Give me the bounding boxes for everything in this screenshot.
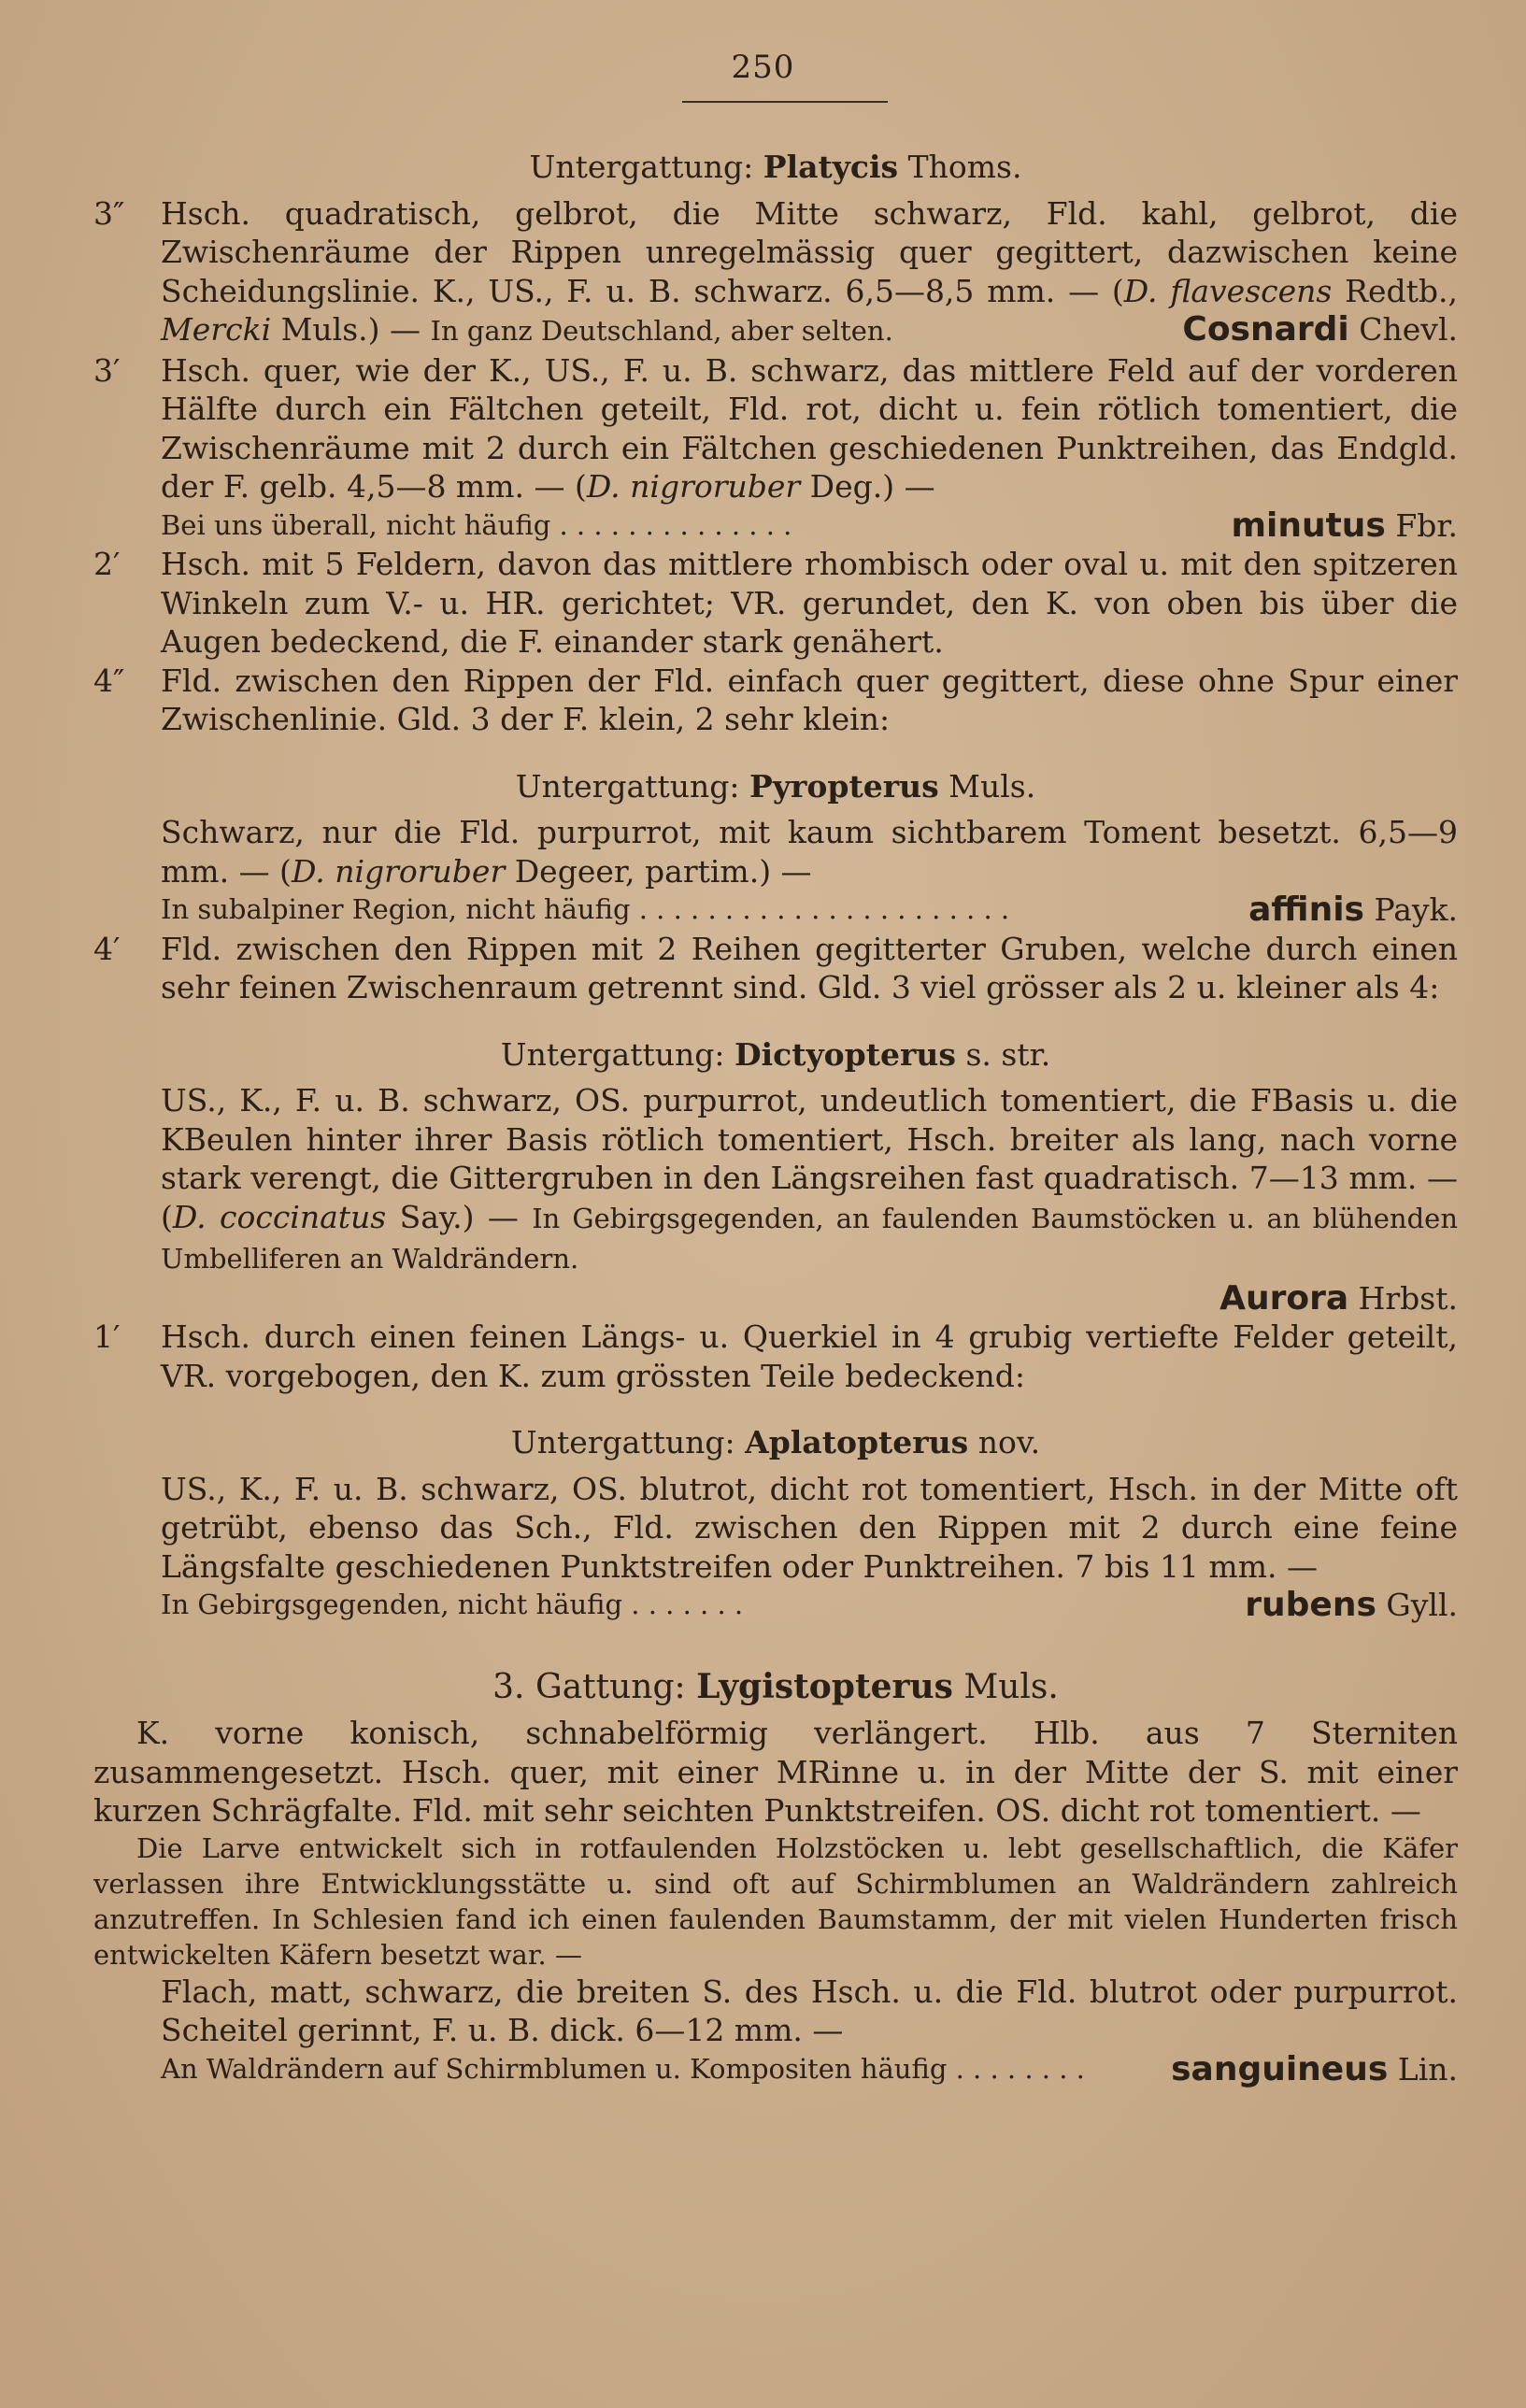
key-number: 2′ [93, 546, 121, 582]
species-name: sanguineus [1171, 2049, 1389, 2088]
genus-heading: 3. Gattung: Lygistopterus Muls. [492, 1666, 1059, 1706]
species-name: Aurora [1219, 1278, 1349, 1318]
key-number: 3″ [93, 194, 125, 232]
key-number: 3′ [93, 351, 121, 389]
key-entry: 3′ Hsch. quer, wie der K., US., F. u. B. schwarz, das mittlere Feld auf der vorderen Hälfte durch ein Fältchen geteilt, Fld. rot, dicht u. fein rötlich tomentiert, die Zwischenräume mit 2 durch ein Fältchen geschiedenen Punktreihen, das Endgld. der F. gelb. 4,5—8 mm. — (D. nigroruber Deg.) — Bei uns überall, nicht häufig . . . . . . . . . . . . . . minutus Fbr. [93, 351, 1458, 545]
species-description: US., K., F. u. B. schwarz, OS. purpurrot, undeutlich tomentiert, die FBasis u. die KBeulen hinter ihrer Basis rötlich tomentiert, Hsch. breiter als lang, nach vorne stark verengt, die Gittergruben in den Längsreihen fast quadratisch. 7—13 mm. — (D. coccinatus Say.) — In Gebirgsgegenden, an faulenden Baumstöcken u. an blühenden Umbelliferen an Waldrändern. Aurora Hrbst. [161, 1082, 1459, 1318]
key-entry: 1′ Hsch. durch einen feinen Längs- u. Querkiel in 4 grubig vertiefte Felder geteilt, VR. vorgebogen, den K. zum grössten Teile bedeckend: [93, 1318, 1458, 1394]
subgenus-heading-dictyopterus: Untergattung: Dictyopterus s. str. [500, 1035, 1051, 1073]
larva-note: Die Larve entwickelt sich in rotfaulenden Holzstöcken u. lebt gesellschaftlich, die Käfer verlassen ihre Entwicklungsstätte u. sind oft auf Schirmblumen an Waldrändern zahlreich anzutreffen. In Schlesien fand ich einen faulenden Baumstamm, der mit vielen Hunderten frisch entwickelten Käfern besetzt war. — [93, 1831, 1458, 1971]
subgenus-heading-platycis: Untergattung: Platycis Thoms. [529, 149, 1022, 185]
body-text [93, 140, 1458, 2088]
key-entry: 4″ Fld. zwischen den Rippen der Fld. einfach quer gegittert, diese ohne Spur einer Zwischenlinie. Gld. 3 der F. klein, 2 sehr klein: [93, 662, 1458, 737]
page-number: 250 [731, 49, 795, 86]
subgenus-name: Pyropterus [749, 767, 939, 805]
subgenus-name: Dictyopterus [734, 1035, 956, 1073]
key-entry: 3″ Hsch. quadratisch, gelbrot, die Mitte schwarz, Fld. kahl, gelbrot, die Zwischenräume der Rippen unregelmässig quer gegittert, dazwischen keine Scheidungslinie. K., US., F. u. B. schwarz. 6,5—8,5 mm. — (D. flavescens Redtb., Mercki Muls.) — In ganz Deutschland, aber selten. Cosnardi Chevl. [93, 194, 1458, 349]
genus-description: K. vorne konisch, schnabelförmig verlängert. Hlb. aus 7 Sterniten zusammengesetzt. Hsch. quer, mit einer MRinne u. in der Mitte der S. mit einer kurzen Schrägfalte. Fld. mit sehr seichten Punktstreifen. OS. dicht rot tomentiert. — [93, 1715, 1458, 1829]
species-name: affinis [1248, 891, 1364, 929]
key-number: 4′ [93, 930, 121, 967]
page-number-rule [682, 101, 888, 103]
subgenus-heading-aplatopterus: Untergattung: Aplatopterus nov. [510, 1424, 1041, 1460]
key-entry: 2′ Hsch. mit 5 Feldern, davon das mittlere rhombisch oder oval u. mit den spitzeren Winkeln zum V.- u. HR. gerichtet; VR. gerundet, den K. von oben bis über die Augen bedeckend, die F. einander stark genähert. [93, 546, 1458, 660]
subgenus-name: Platycis [763, 149, 899, 185]
species-name: minutus [1231, 506, 1386, 545]
species-name: rubens [1245, 1586, 1376, 1624]
genus-name: Lygistopterus [696, 1666, 953, 1706]
species-description: US., K., F. u. B. schwarz, OS. blutrot, dicht rot tomentiert, Hsch. in der Mitte oft getrübt, ebenso das Sch., Fld. zwischen den Rippen mit 2 durch eine feine Längsfalte geschiedenen Punktstreifen oder Punktreihen. 7 bis 11 mm. — In Gebirgsgegenden, nicht häufig . . . . . . . rubens Gyll. [161, 1470, 1458, 1624]
subgenus-name: Aplatopterus [745, 1424, 969, 1460]
key-number: 4″ [93, 662, 125, 699]
species-name: Cosnardi [1182, 310, 1349, 349]
key-number: 1′ [93, 1318, 121, 1355]
key-entry: 4′ Fld. zwischen den Rippen mit 2 Reihen gegitterter Gruben, welche durch einen sehr feinen Zwischenraum getrennt sind. Gld. 3 viel grösser als 2 u. kleiner als 4: [93, 930, 1458, 1005]
species-description: Schwarz, nur die Fld. purpurrot, mit kaum sichtbarem Toment besetzt. 6,5—9 mm. — (D. nigroruber Degeer, partim.) — In subalpiner Region, nicht häufig . . . . . . . . . . . . . . . . . . . . . . affinis Payk. [161, 814, 1458, 929]
species-description: Flach, matt, schwarz, die breiten S. des Hsch. u. die Fld. blutrot oder purpurrot. Scheitel gerinnt, F. u. B. dick. 6—12 mm. — An Waldrändern auf Schirmblumen u. Kompositen häufig . . . . . . . . sanguineus Lin. [161, 1973, 1458, 2088]
subgenus-heading-pyropterus: Untergattung: Pyropterus Muls. [515, 767, 1036, 805]
